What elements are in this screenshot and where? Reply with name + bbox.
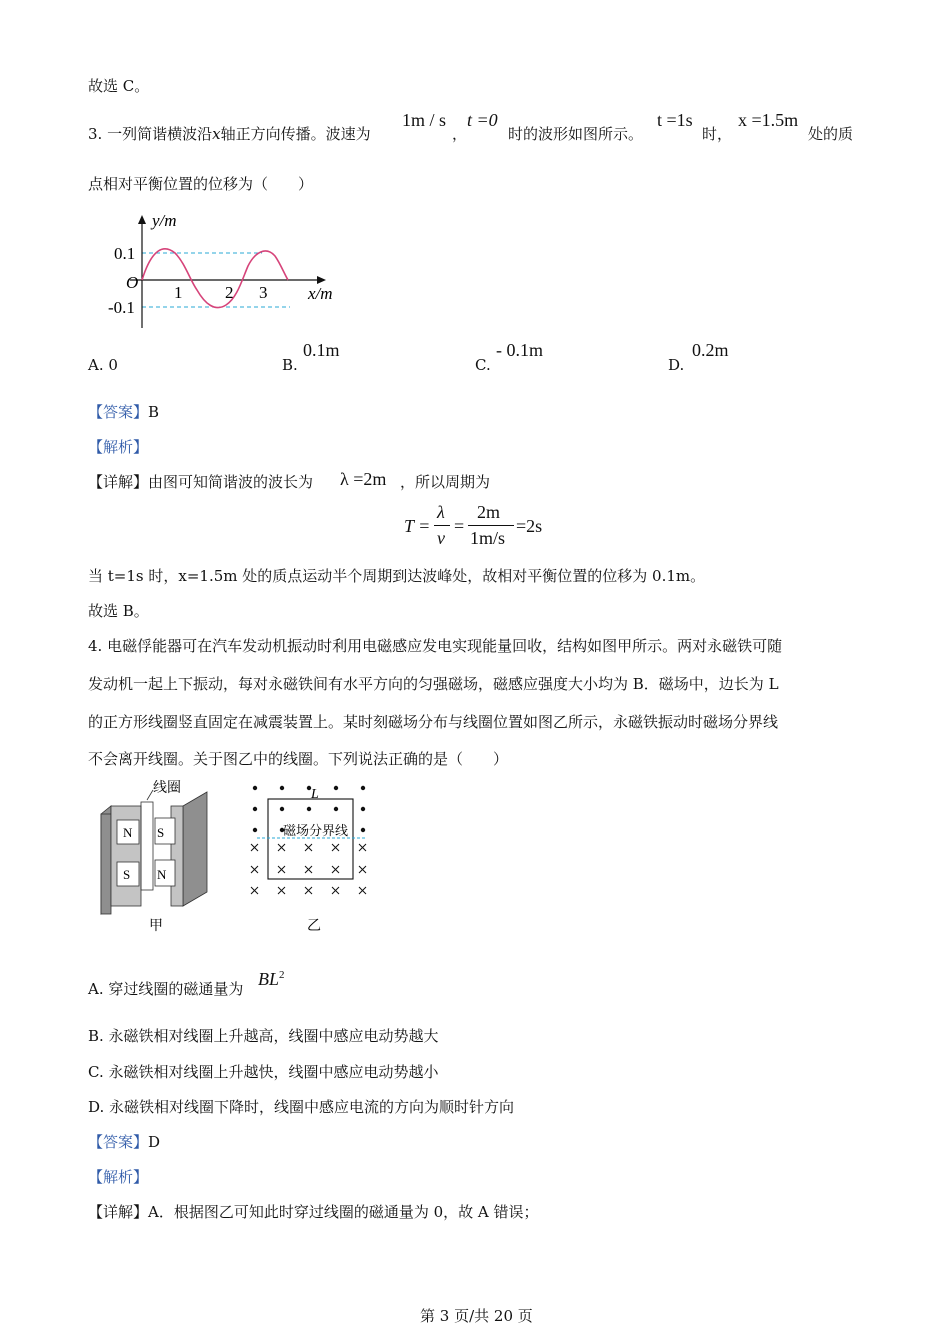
- option-d-value: 0.2m: [692, 340, 729, 360]
- y-axis-label: y/m: [152, 211, 177, 230]
- q3-stem-c: 时的波形如图所示。: [508, 125, 644, 143]
- q4-answer: 【答案】D: [88, 1133, 161, 1151]
- yi-side-label: L: [311, 787, 319, 802]
- q4-option-d: D. 永磁铁相对线圈下降时，线圈中感应电流的方向为顺时针方向: [88, 1098, 515, 1116]
- option-c-value: - 0.1m: [496, 340, 543, 360]
- x-axis-label: x/m: [308, 284, 333, 303]
- q4-option-b: B. 永磁铁相对线圈上升越高，线圈中感应电动势越大: [88, 1027, 439, 1045]
- q3-stem-a: 3. 一列简谐横波沿x轴正方向传播。波速为: [88, 125, 371, 143]
- q4-option-a-math: $BL^2$: [258, 969, 285, 989]
- q3-detail-line3: 当 t=1s 时，x=1.5m 处的质点运动半个周期到达波峰处，故相对平衡位置的位移为 0.1m。: [88, 567, 706, 585]
- option-d-label: D.: [668, 356, 685, 374]
- jia-coil-label: 线圈: [153, 781, 181, 796]
- jia-s-top: S: [157, 825, 165, 840]
- y-neg-label: -0.1: [108, 298, 135, 317]
- formula-num2: 2m: [477, 502, 501, 522]
- page-footer: 第 3 页/共 20 页: [420, 1307, 533, 1325]
- x-tick-1: 1: [174, 283, 183, 302]
- q3-stem-d: 时，: [702, 125, 733, 143]
- q3-stem-e: 处的质: [808, 125, 854, 143]
- q3-comma: ，: [452, 125, 468, 143]
- q3-t0: t =0: [467, 110, 498, 130]
- jia-n-bottom: N: [157, 867, 167, 882]
- option-b-value: 0.1m: [303, 340, 340, 360]
- formula-den1: v: [437, 528, 445, 548]
- q3-detail-b: ，所以周期为: [400, 473, 491, 491]
- formula-eq: =: [454, 516, 465, 536]
- option-b-label: B.: [282, 356, 298, 374]
- y-pos-label: 0.1: [114, 244, 136, 263]
- option-c-label: C.: [475, 356, 491, 374]
- formula-T: T =: [404, 516, 431, 536]
- q3-detail-a: 【详解】由图可知简谐波的波长为: [88, 473, 314, 491]
- q3-conclusion: 故选 B。: [88, 602, 149, 620]
- q4-analysis-tag: 【解析】: [88, 1168, 149, 1186]
- x-tick-3: 3: [259, 283, 268, 302]
- q4-stem-line1: 4. 电磁俘能器可在汽车发动机振动时利用电磁感应发电实现能量回收，结构如图甲所示。两对永磁铁可随: [88, 637, 783, 655]
- q4-stem-line4: 不会离开线圈。关于图乙中的线圈。下列说法正确的是（ ）: [88, 750, 509, 768]
- q3-x15: x =1.5m: [738, 110, 799, 130]
- q3-stem-line2: 点相对平衡位置的位移为（ ）: [88, 175, 314, 193]
- x-axis-arrow: [317, 276, 326, 284]
- formula-result: =2s: [516, 516, 543, 536]
- q3-speed: 1m / s: [402, 110, 447, 130]
- y-axis-arrow: [138, 215, 146, 224]
- prev-conclusion: 故选 C。: [88, 77, 150, 95]
- q3-answer: 【答案】B: [88, 403, 160, 421]
- q4-detail-a: 【详解】A．根据图乙可知此时穿过线圈的磁通量为 0，故 A 错误；: [88, 1203, 539, 1221]
- q4-stem-line3: 的正方形线圈竖直固定在减震装置上。某时刻磁场分布与线圈位置如图乙所示，永磁铁振动时磁场分界线: [88, 713, 779, 731]
- jia-n-top: N: [123, 825, 133, 840]
- yi-caption: 乙: [307, 919, 321, 934]
- origin-label: O: [126, 273, 139, 292]
- wave-graph: [100, 208, 350, 333]
- period-formula: [404, 502, 564, 552]
- q3-analysis-tag: 【解析】: [88, 438, 149, 456]
- jia-caption: 甲: [149, 919, 163, 934]
- jia-s-bottom: S: [123, 867, 131, 882]
- formula-num1: λ: [437, 502, 445, 522]
- figure-jia: [95, 778, 230, 938]
- q3-lambda-eq: λ =2m: [340, 469, 387, 489]
- formula-den2: 1m/s: [470, 528, 506, 548]
- yi-boundary-label: 磁场分界线: [283, 823, 349, 838]
- q4-option-c: C. 永磁铁相对线圈上升越快，线圈中感应电动势越小: [88, 1063, 439, 1081]
- x-tick-2: 2: [225, 283, 234, 302]
- q4-stem-line2: 发动机一起上下振动，每对永磁铁间有水平方向的匀强磁场，磁感应强度大小均为 B．磁场中，边长为 L: [88, 675, 779, 693]
- q4-option-a: A. 穿过线圈的磁通量为: [88, 980, 244, 998]
- figure-yi: [245, 778, 380, 938]
- option-a: A. 0: [88, 356, 118, 374]
- q3-t1: t =1s: [657, 110, 693, 130]
